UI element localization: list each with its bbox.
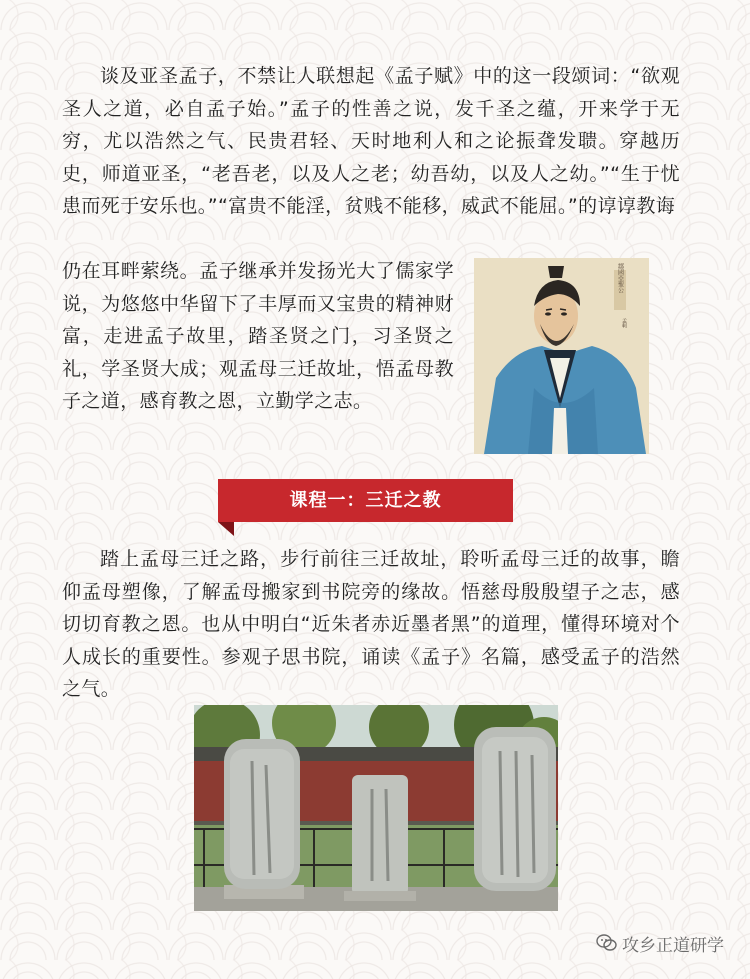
course-paragraph: 踏上孟母三迁之路，步行前往三迁故址，聆听孟母三迁的故事，瞻仰孟母塑像，了解孟母搬家到书院旁的缘故。悟慈母殷殷望子之志，感切切育教之恩。也从中明白“近朱者赤近墨者黑”的道理，懂得环境对个人成长的重要性。参观子思书院，诵读《孟子》名篇，感受孟子的浩然之气。 <box>62 548 680 700</box>
banner-fold <box>218 522 234 536</box>
intro-paragraph: 谈及亚圣孟子，不禁让人联想起《孟子赋》中的这一段颂词：“欲观圣人之道，必自孟子始。”孟子的性善之说，发千圣之蕴，开来学于无穷，尤以浩然之气、民贵君轻、天时地利人和之论振聋发聩。穿越历史，师道亚圣，“老吾老，以及人之老；幼吾幼，以及人之幼。”“生于忧患而死于安乐也。”“富贵不能淫，贫贱不能移，威武不能屈。”的谆谆教诲 <box>62 65 680 217</box>
section-banner <box>218 479 513 522</box>
watermark <box>596 929 724 957</box>
mencius-portrait <box>474 258 649 454</box>
section-title: 课程一：三迁之教 <box>289 490 442 511</box>
watermark-text: 攻乡正道研学 <box>622 935 724 956</box>
wechat-icon <box>596 932 618 954</box>
svg-text:鄒國亞聖公: 鄒國亞聖公 <box>616 263 624 293</box>
intro-paragraph-continued: 仍在耳畔萦绕。孟子继承并发扬光大了儒家学说，为悠悠中华留下了丰厚而又宝贵的精神财富，走进孟子故里，踏圣贤之门，习圣贤之礼，学圣贤大成；观孟母三迁故址，悟孟母教子之道，感育教之恩，立勤学之志。 <box>62 260 454 412</box>
svg-text:孟軻: 孟軻 <box>621 318 627 328</box>
stone-steles-photo <box>194 705 558 911</box>
